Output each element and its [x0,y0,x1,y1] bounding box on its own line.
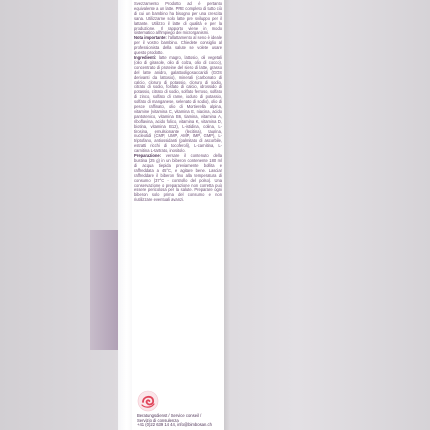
ingredients-heading: Ingredienti: [134,54,157,60]
important-heading: Nota importante: [134,35,167,41]
preparation-heading: Preparazione: [134,153,162,159]
label-text-top [134,2,222,203]
background-right [208,0,430,430]
background-left [0,0,120,430]
contact-footer [137,414,225,428]
intro-text: Svezzamento Prodotto ad é pertanto equivalente a un latte. PRE completo di tutto ciò di cui un bambino ha bisogno per una crescita sana. Utilizzarne solo latte pre sviluppo per il lattante. Utilizzo il latte di qualità e per la produzione. Il rapporto viene in modo sistematico all'impiego dei microrganismi. [134,1,222,36]
preparation-text: versare il contenuto della bustina (25 g) in un biberon contenente 180 ml di acqua tiepida previamente bollita e raffreddata a 45°C, e agitare bene. Lasciar raffreddare il biberon fino alla temperatura di consumo (37°C - controllo del polso). Una conservazione o preparazione non corretta può essere pericolosa per la salute. Preparare ogni biberon solo prima del consumo e non riutilizzare eventuali avanzi. [134,153,223,203]
contact-line-1: Beratungsdienst / Service conseil / [137,413,202,419]
contact-line-2: Servizio di consulenza [137,417,179,423]
ingredients-text: latte magro, lattosio, oli vegetali (olio di girasole, olio di colza, olio di cocco), concentrato di proteine del siero di latte, grasso del latte anidro, galattooligosaccaridi (GOS derivanti da lattosio), minerali (carbonato di calcio, cloruro di potassio, cloruro di sodio, citrato di sodio, fosfato di calcio, idrossido di potassio, citrato di sodio, solfato ferroso, solfato di zinco, solfato di rame, ioduro di potassio, solfato di manganese, selenato di sodio), olio di pesce raffinato, olio di Mortierella alpina, vitamine (vitamina C, vitamina E, niacina, acido pantotenico, vitamina B6, tiamina, vitamina A, riboflavina, acido folico, vitamina K, vitamina D, biotina, vitamina B12), L-istidina, colina, L-tirosina, emulsionante (lecitina), taurina, nucleotidi (CMP, UMP, AMP, IMP, GMP), L-triptofano, antiossidanti (palmitato di ascorbile, estratti ricchi di tocoferoli), L-carnitina, L-carnitina L-tartrato, inositolo. [134,54,223,154]
packaging-purple-band [90,230,120,350]
important-text: l'allattamento al seno è ideale per il vostro bambino. Chiedete consiglio al professionista della salute se volete usare questo prodotto. [134,35,223,56]
label-shadow [224,0,230,430]
contact-line-3: +41 (0)22 639 14 44, info@bimbosan.ch [137,422,212,428]
